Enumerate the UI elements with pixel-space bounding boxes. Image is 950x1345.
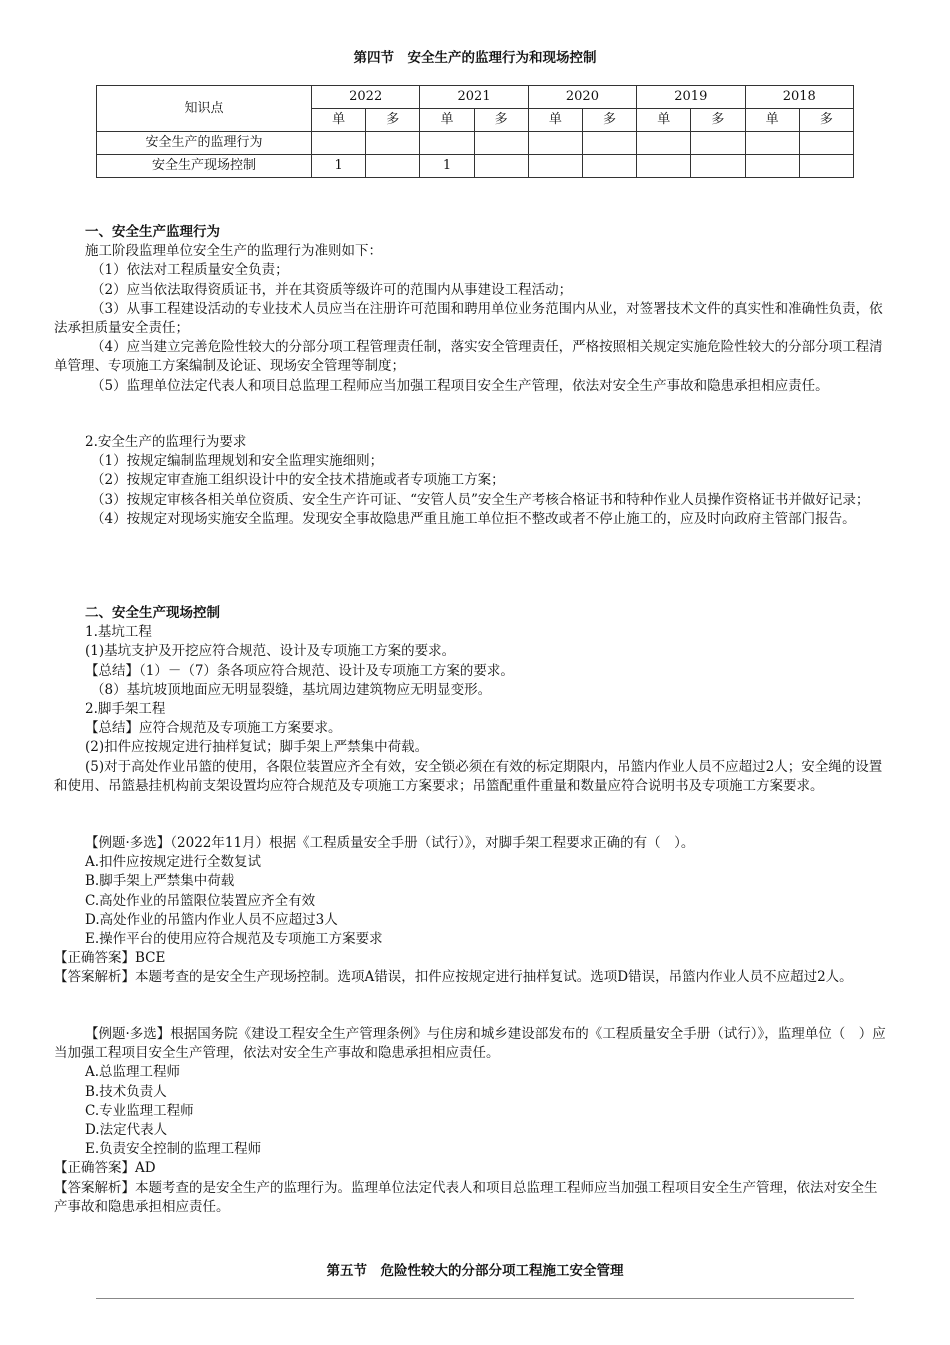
- part1-heading: 一、安全生产监理行为: [85, 224, 220, 240]
- table-cell: [799, 155, 853, 178]
- example-question: 【例题·多选】根据国务院《建设工程安全生产管理条例》与住房和城乡建设部发布的《工程质量安全手册（试行）》，监理单位（ ）应当加强工程项目安全生产管理，依法对安全生产事故和隐患承担相应责任。: [54, 1026, 886, 1062]
- sub-single: 单: [528, 109, 582, 132]
- list-item: （5）监理单位法定代表人和项目总监理工程师应当加强工程项目安全生产管理，依法对安全生产事故和隐患承担相应责任。: [91, 377, 829, 394]
- sub-single: 单: [745, 109, 799, 132]
- option: E.操作平台的使用应符合规范及专项施工方案要求: [85, 931, 383, 948]
- correct-answer: 【正确答案】AD: [54, 1160, 156, 1177]
- example-2: [54, 1025, 890, 1217]
- example-question: 【例题·多选】（2022年11月）根据《工程质量安全手册（试行）》，对脚手架工程要求正确的有（ ）。: [85, 835, 695, 851]
- part2-line: 2.脚手架工程: [85, 701, 166, 718]
- correct-answer: 【正确答案】BCE: [54, 950, 166, 967]
- part1-intro: 施工阶段监理单位安全生产的监理行为准则如下：: [85, 243, 382, 260]
- list-item: （4）应当建立完善危险性较大的分部分项工程管理责任制，落实安全管理责任，严格按照相关规定实施危险性较大的分部分项工程清单管理、专项施工方案编制及论证、现场安全管理等制度；: [54, 339, 883, 375]
- part2-line: 【总结】（1）－（7）条各项应符合规范、设计及专项施工方案的要求。: [85, 662, 514, 679]
- knowledge-point-table: [96, 85, 854, 178]
- table-row: [97, 132, 854, 155]
- list-item: （3）按规定审核各相关单位资质、安全生产许可证、“安管人员”安全生产考核合格证书和特种作业人员操作资格证书并做好记录；: [91, 491, 870, 508]
- table-cell: [745, 132, 799, 155]
- year-2021: 2021: [420, 86, 528, 109]
- part2-line: 【总结】应符合规范及专项施工方案要求。: [85, 720, 342, 737]
- sub-multi: 多: [582, 109, 636, 132]
- table-cell: [366, 155, 420, 178]
- option: E.负责安全控制的监理工程师: [85, 1141, 262, 1158]
- part1-sub2-heading: 2.安全生产的监理行为要求: [85, 434, 247, 450]
- part1-block: [54, 223, 890, 396]
- table-cell: [637, 155, 691, 178]
- part2-line: (5)对于高处作业吊篮的使用，各限位装置应齐全有效，安全锁必须在有效的标定期限内，吊篮内作业人员不应超过2人；安全绳的设置和使用、吊篮悬挂机构前支架设置均应符合规范及专项施工方案要求；吊篮配重件重量和数量应符合说明书及专项施工方案要求。: [54, 758, 883, 794]
- row-label: 安全生产现场控制: [97, 155, 312, 178]
- year-2020: 2020: [528, 86, 636, 109]
- sub-single: 单: [637, 109, 691, 132]
- table-header-row: [97, 86, 854, 109]
- header-knowledge-point: 知识点: [97, 86, 312, 132]
- table-cell: [691, 155, 745, 178]
- sub-single: 单: [420, 109, 474, 132]
- list-item: （2）按规定审查施工组织设计中的安全技术措施或者专项施工方案；: [91, 472, 505, 489]
- option: C.专业监理工程师: [85, 1102, 194, 1119]
- option: A.总监理工程师: [85, 1064, 181, 1081]
- sub-single: 单: [312, 109, 366, 132]
- answer-analysis: 【答案解析】本题考查的是安全生产现场控制。选项A错误，扣件应按规定进行抽样复试。选项D错误，吊篮内作业人员不应超过2人。: [54, 969, 853, 986]
- table-cell: [528, 155, 582, 178]
- sub-multi: 多: [799, 109, 853, 132]
- row-label: 安全生产的监理行为: [97, 132, 312, 155]
- part2-heading: 二、安全生产现场控制: [85, 605, 220, 621]
- table-cell: [745, 155, 799, 178]
- part2-line: 1.基坑工程: [85, 624, 152, 641]
- year-2018: 2018: [745, 86, 854, 109]
- part2-block: [54, 604, 890, 796]
- list-item: （2）应当依法取得资质证书，并在其资质等级许可的范围内从事建设工程活动；: [91, 281, 573, 298]
- table-cell: [366, 132, 420, 155]
- year-2022: 2022: [312, 86, 420, 109]
- table-cell: [582, 155, 636, 178]
- table-cell: 1: [312, 155, 366, 178]
- table-cell: [474, 155, 528, 178]
- list-item: （1）依法对工程质量安全负责；: [91, 262, 289, 279]
- option: B.脚手架上严禁集中荷载: [85, 873, 235, 890]
- sub-multi: 多: [474, 109, 528, 132]
- table-cell: [474, 132, 528, 155]
- table-row: [97, 155, 854, 178]
- option: D.高处作业的吊篮内作业人员不应超过3人: [85, 911, 338, 928]
- list-item: （1）按规定编制监理规划和安全监理实施细则；: [91, 453, 384, 470]
- part2-line: (2)扣件应按规定进行抽样复试；脚手架上严禁集中荷载。: [85, 739, 429, 756]
- part2-line: (1)基坑支护及开挖应符合规范、设计及专项施工方案的要求。: [85, 643, 456, 660]
- table-cell: [528, 132, 582, 155]
- answer-analysis: 【答案解析】本题考查的是安全生产的监理行为。监理单位法定代表人和项目总监理工程师应当加强工程项目安全生产管理，依法对安全生产事故和隐患承担相应责任。: [54, 1179, 878, 1215]
- table-cell: [637, 132, 691, 155]
- bottom-divider: [96, 1298, 854, 1299]
- table-cell: [799, 132, 853, 155]
- table-cell: [582, 132, 636, 155]
- table-cell: [691, 132, 745, 155]
- table-cell: [312, 132, 366, 155]
- section-4-title: 第四节 安全生产的监理行为和现场控制: [353, 50, 597, 66]
- sub-multi: 多: [366, 109, 420, 132]
- example-1: [54, 834, 890, 988]
- option: B.技术负责人: [85, 1083, 167, 1100]
- sub-multi: 多: [691, 109, 745, 132]
- option: C.高处作业的吊篮限位装置应齐全有效: [85, 892, 316, 909]
- year-2019: 2019: [637, 86, 745, 109]
- list-item: （4）按规定对现场实施安全监理。发现安全事故隐患严重且施工单位拒不整改或者不停止施工的，应及时向政府主管部门报告。: [91, 510, 856, 527]
- table-cell: 1: [420, 155, 474, 178]
- section-5-title: 第五节 危险性较大的分部分项工程施工安全管理: [326, 1263, 624, 1279]
- part2-line: （8）基坑坡顶地面应无明显裂缝，基坑周边建筑物应无明显变形。: [91, 681, 492, 698]
- part1-sub2-block: [85, 433, 890, 529]
- option: A.扣件应按规定进行全数复试: [85, 854, 262, 871]
- option: D.法定代表人: [85, 1122, 168, 1139]
- list-item: （3）从事工程建设活动的专业技术人员应当在注册许可范围和聘用单位业务范围内从业，对签署技术文件的真实性和准确性负责，依法承担质量安全责任；: [54, 300, 883, 337]
- table-cell: [420, 132, 474, 155]
